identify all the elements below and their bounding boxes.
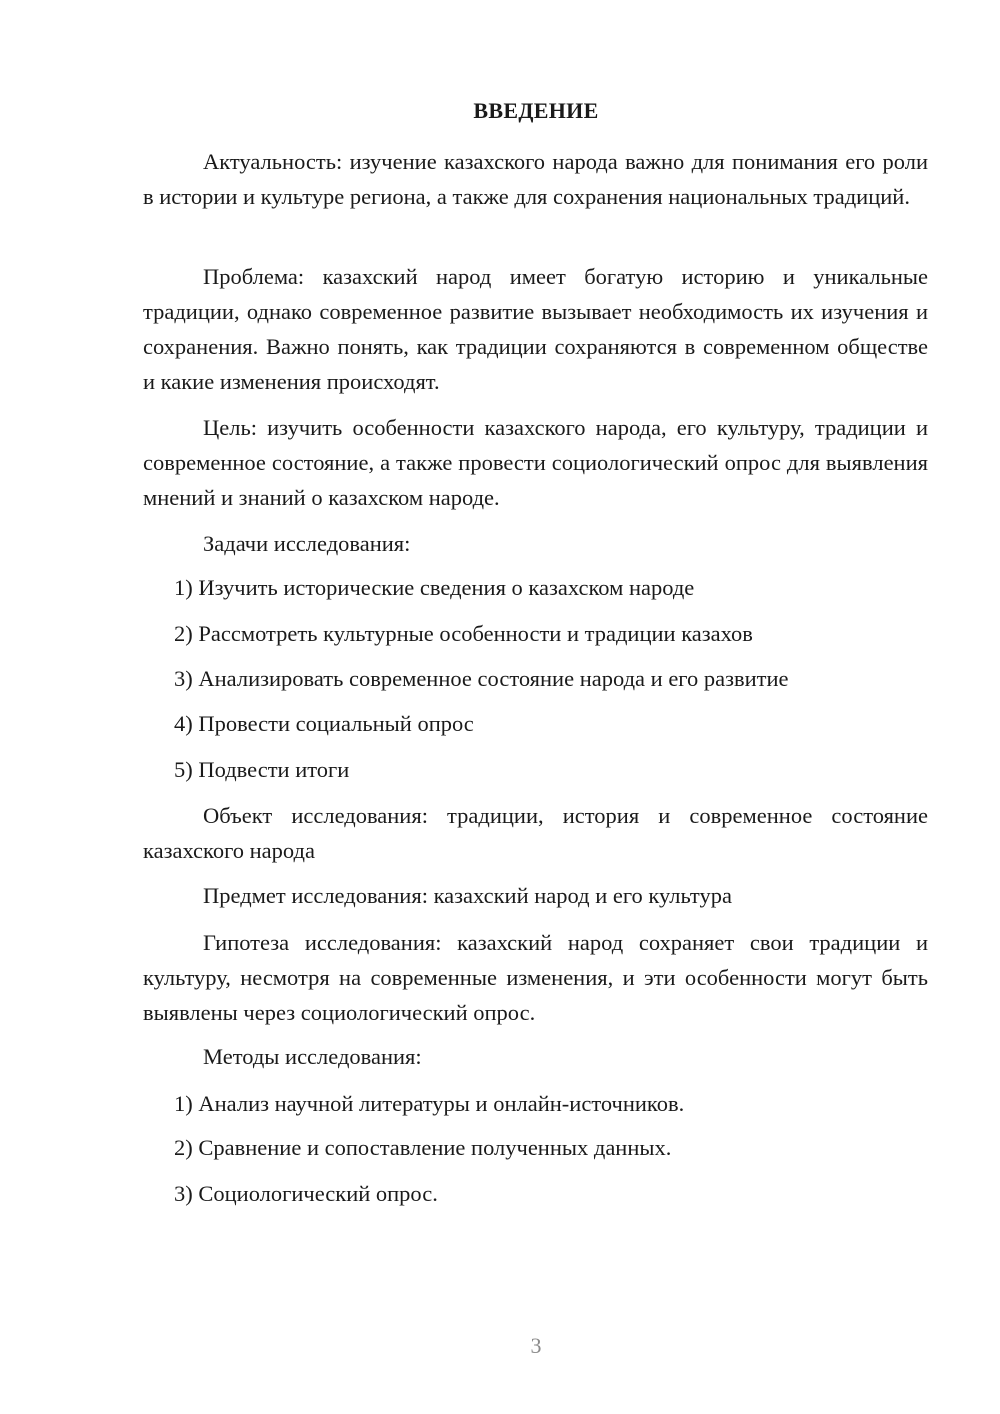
task-item: 4) Провести социальный опрос [174, 711, 474, 736]
subject-line: Предмет исследования: казахский народ и его культура [203, 883, 732, 908]
tasks-heading: Задачи исследования: [203, 531, 411, 556]
page-title: ВВЕДЕНИЕ [473, 98, 599, 123]
object-paragraph: Объект исследования: традиции, история и современное состояние казахского народа [143, 803, 928, 863]
relevance-paragraph: Актуальность: изучение казахского народа важно для понимания его роли в истории и культуре региона, а также для сохранения национальных традиций. [143, 149, 928, 209]
hypothesis-paragraph: Гипотеза исследования: казахский народ сохраняет свои традиции и культуру, несмотря на современные изменения, и эти особенности могут быть выявлены через социологический опрос. [143, 930, 928, 1025]
task-item: 1) Изучить исторические сведения о казахском народе [174, 575, 695, 600]
goal-paragraph: Цель: изучить особенности казахского народа, его культуру, традиции и современное состояние, а также провести социологический опрос для выявления мнений и знаний о казахском народе. [143, 415, 928, 510]
method-item: 1) Анализ научной литературы и онлайн-источников. [174, 1091, 685, 1116]
task-item: 5) Подвести итоги [174, 757, 350, 782]
task-item: 3) Анализировать современное состояние народа и его развитие [174, 666, 789, 691]
task-item: 2) Рассмотреть культурные особенности и традиции казахов [174, 621, 753, 646]
problem-paragraph: Проблема: казахский народ имеет богатую историю и уникальные традиции, однако современное развитие вызывает необходимость их изучения и сохранения. Важно понять, как традиции сохраняются в современном обществе и какие изменения происходят. [143, 264, 928, 394]
method-item: 3) Социологический опрос. [174, 1181, 438, 1206]
methods-heading: Методы исследования: [203, 1044, 422, 1069]
method-item: 2) Сравнение и сопоставление полученных данных. [174, 1135, 672, 1160]
page-number: 3 [530, 1333, 542, 1358]
